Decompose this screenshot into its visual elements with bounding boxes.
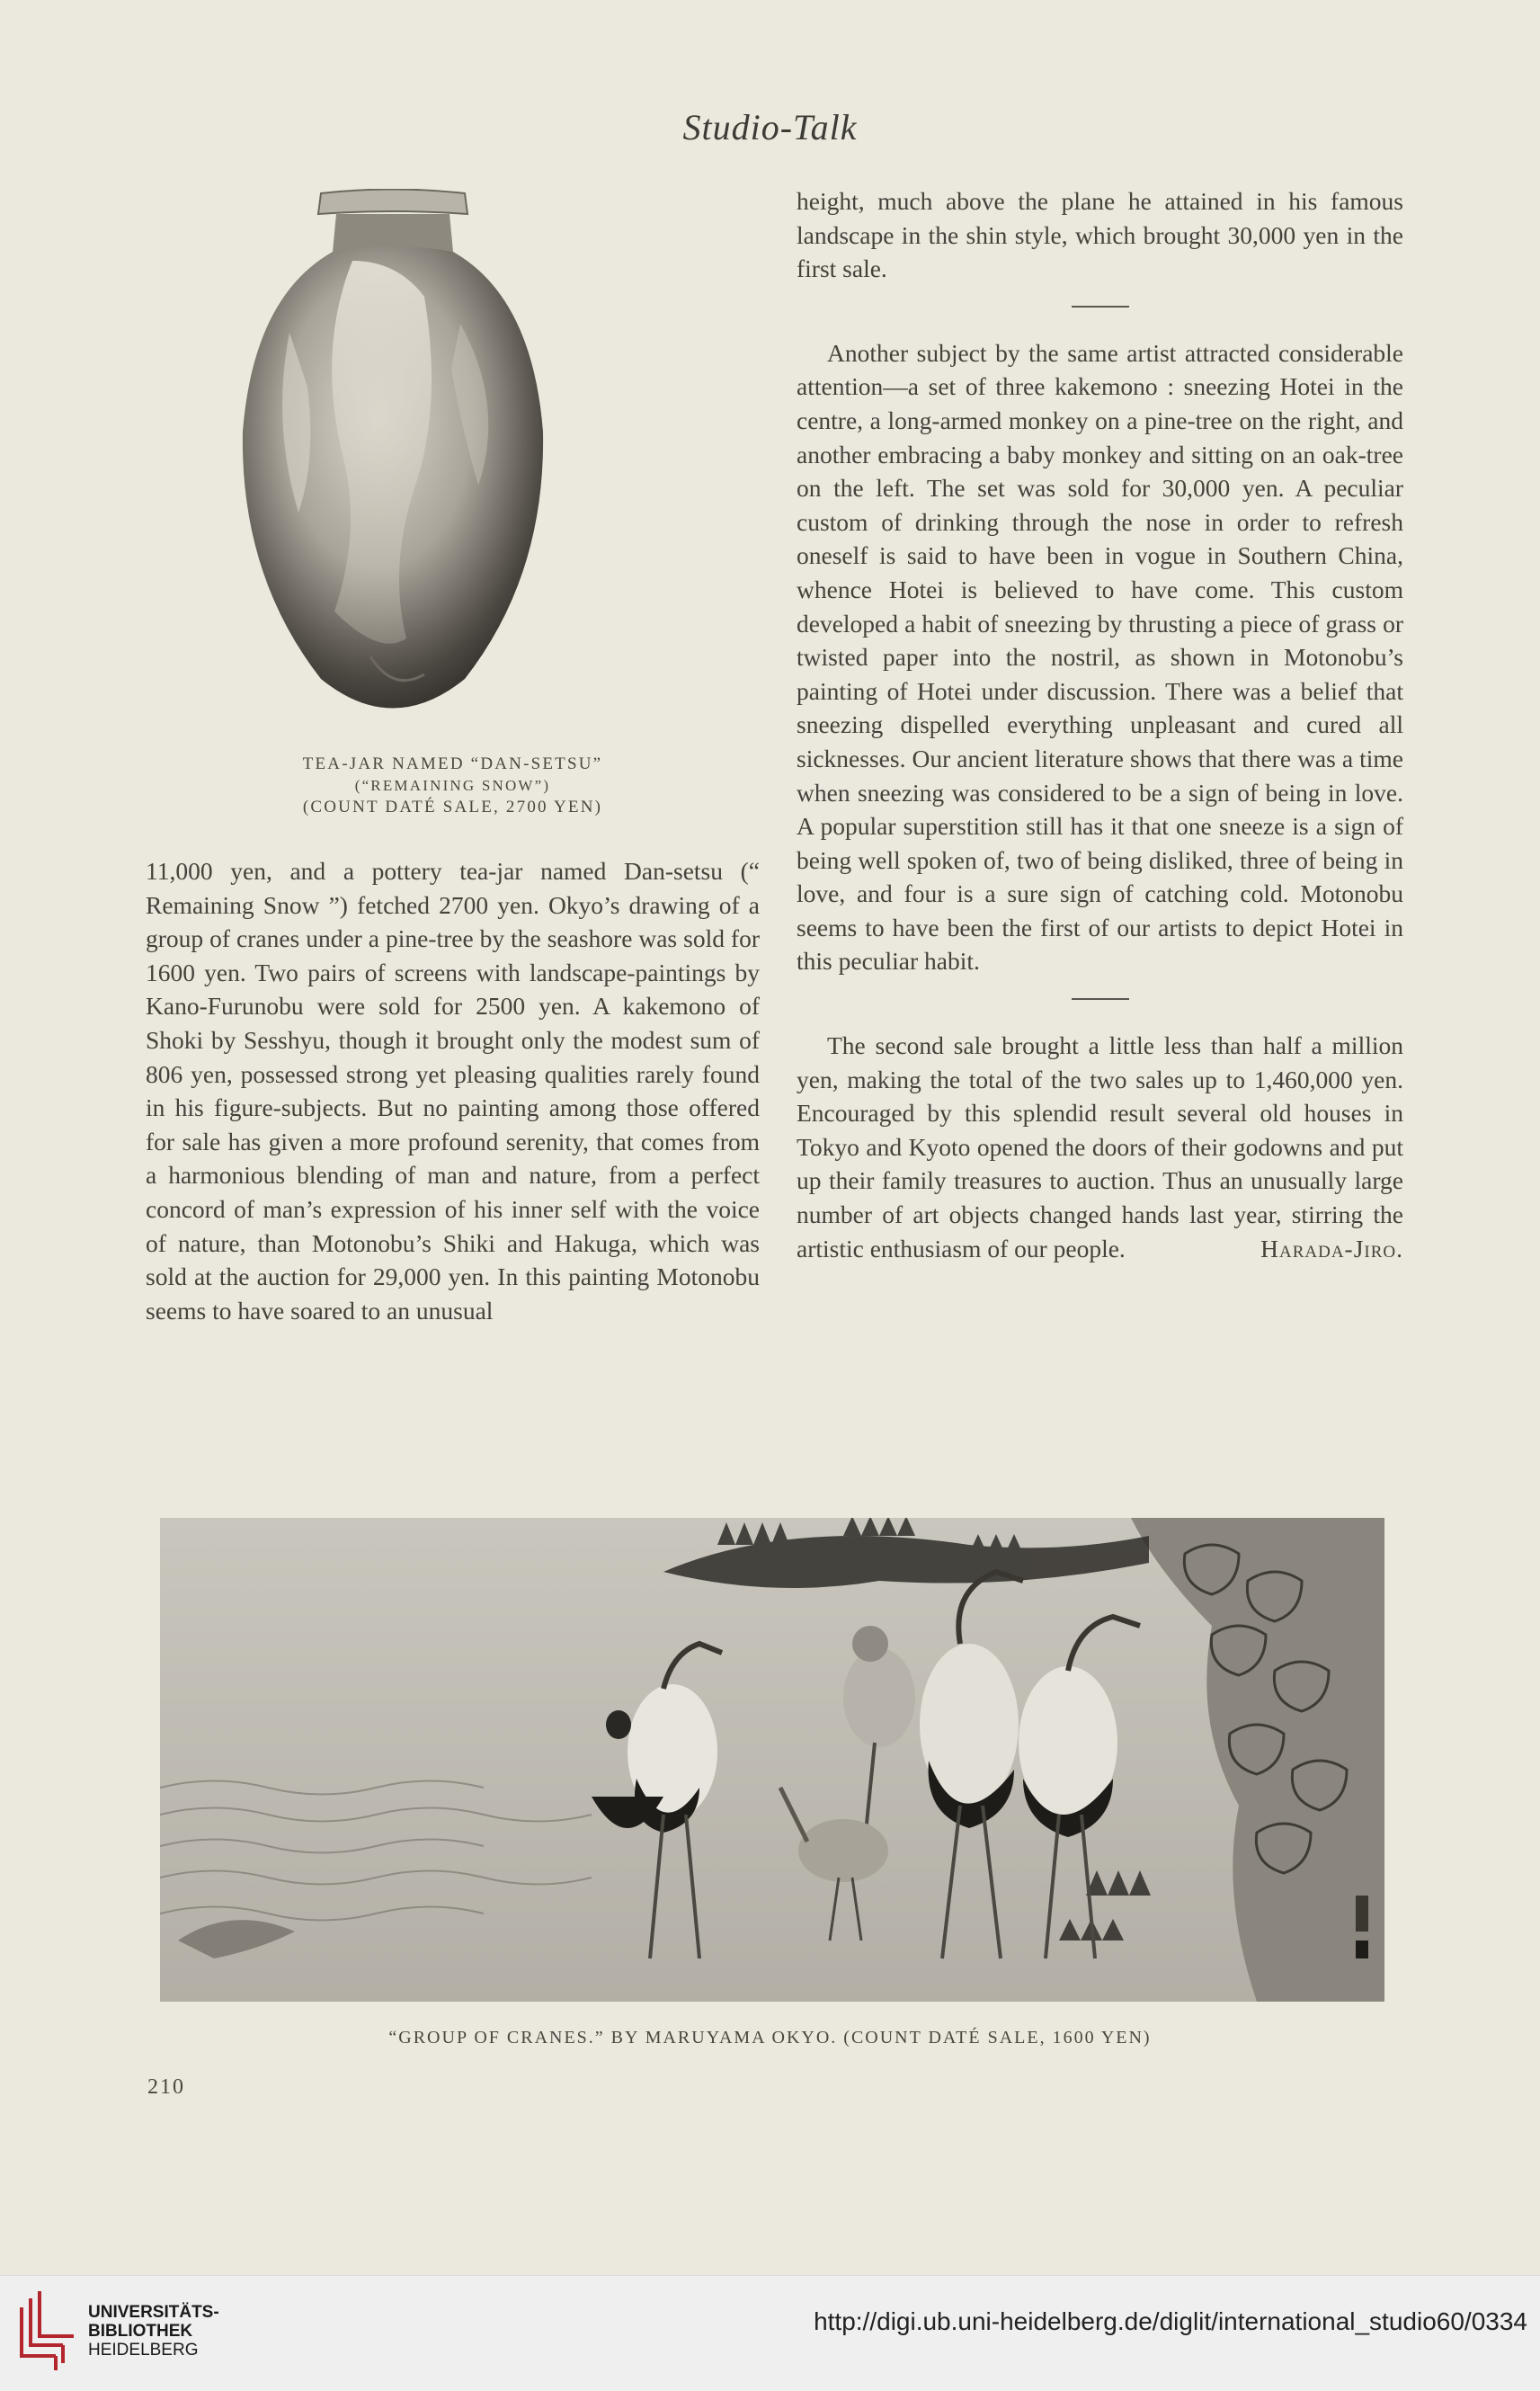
right-paragraph-2: Another subject by the same artist attracted considerable attention—a set of three kakemono : sneezing Hotei in the centre, a long-armed monkey on a pine-tree on the right, and another embracing a baby monkey and sitting on an oak-tree on the left. The set was sold for 30,000 yen. A peculiar custom of drinking through the nose in order to refresh oneself is said to have been in vogue in Southern China, whence Hotei is believed to have come. This custom developed a habit of sneezing by thrusting a piece of grass or twisted paper into the nostril, as shown in Motonobu’s painting of Hotei under discussion. There was a belief that sneezing dispelled everything unpleasant and cured all sicknesses. Our ancient literature shows that there was a time when sneezing was considered to be a sign of being in love. A popular superstition still has it that one sneeze is a sign of being well spoken of, two of being disliked, three of being in love, and four is a sure sign of catching cold. Motonobu seems to have been the first of our artists to depict Hotei in this peculiar habit.: [797, 338, 1403, 976]
left-column: [146, 854, 760, 1327]
left-column-paragraph: 11,000 yen, and a pottery tea-jar named Dan-setsu (“ Remaining Snow ”) fetched 2700 yen. Okyo’s drawing of a group of cranes under a pine-tree by the seashore was sold for 1600 yen. Two pairs of screens with landscape-paintings by Kano-Furunobu were sold for 2500 yen. A kakemono of Shoki by Sesshyu, though it brought only the modest sum of 806 yen, possessed strong yet pleasing qualities rarely found in his figure-subjects. But no painting among those offered for sale has given a more profound serenity, that comes from a harmonious blending of man and nature, from a perfect concord of man’s expression of his inner self with the voice of nature, than Motonobu’s Shiki and Hakuga, which was sold at the auction for 29,000 yen. In this painting Motonobu seems to have soared to an unusual: [146, 857, 760, 1325]
library-name-line-2: BIBLIOTHEK: [88, 2322, 193, 2341]
section-divider: [1072, 998, 1129, 1000]
library-name[interactable]: [88, 2303, 219, 2360]
library-name-line-3: HEIDELBERG: [88, 2341, 199, 2360]
source-url-link[interactable]: http://digi.ub.uni-heidelberg.de/diglit/international_studio60/0334: [814, 2307, 1527, 2335]
cranes-painting: [160, 1518, 1384, 2002]
university-library-logo[interactable]: [20, 2291, 76, 2372]
author-signature-text: Harada-Jiro.: [1260, 1234, 1403, 1262]
tea-jar-caption: [146, 754, 760, 818]
tea-jar-caption-sale: (COUNT DATÉ SALE, 2700 YEN): [302, 798, 603, 816]
tea-jar-caption-translation: (“REMAINING SNOW”): [354, 777, 551, 794]
right-column: [797, 184, 1403, 1265]
page-number: 210: [147, 2075, 185, 2099]
right-paragraph-3: The second sale brought a little less than half a million yen, making the total of the two sales up to 1,460,000 yen. Encouraged by this splendid result several old houses in Tokyo and Kyoto opened the doors of their godowns and put up their family treasures to auction. Thus an unusually large number of art objects changed hands last year, stirring the artistic enthusiasm of our people.: [797, 1031, 1403, 1262]
tea-jar-caption-title: TEA-JAR NAMED “DAN-SETSU”: [302, 754, 603, 773]
section-divider: [1072, 306, 1129, 308]
cranes-caption: “GROUP OF CRANES.” BY MARUYAMA OKYO. (COUNT DATÉ SALE, 1600 YEN): [388, 2028, 1152, 2048]
library-name-line-1: UNIVERSITÄTS-: [88, 2303, 219, 2322]
right-paragraph-1: height, much above the plane he attained in his famous landscape in the shin style, which brought 30,000 yen in the first sale.: [797, 187, 1403, 283]
running-title: Studio-Talk: [682, 107, 858, 147]
tea-jar-illustration: [236, 189, 550, 737]
